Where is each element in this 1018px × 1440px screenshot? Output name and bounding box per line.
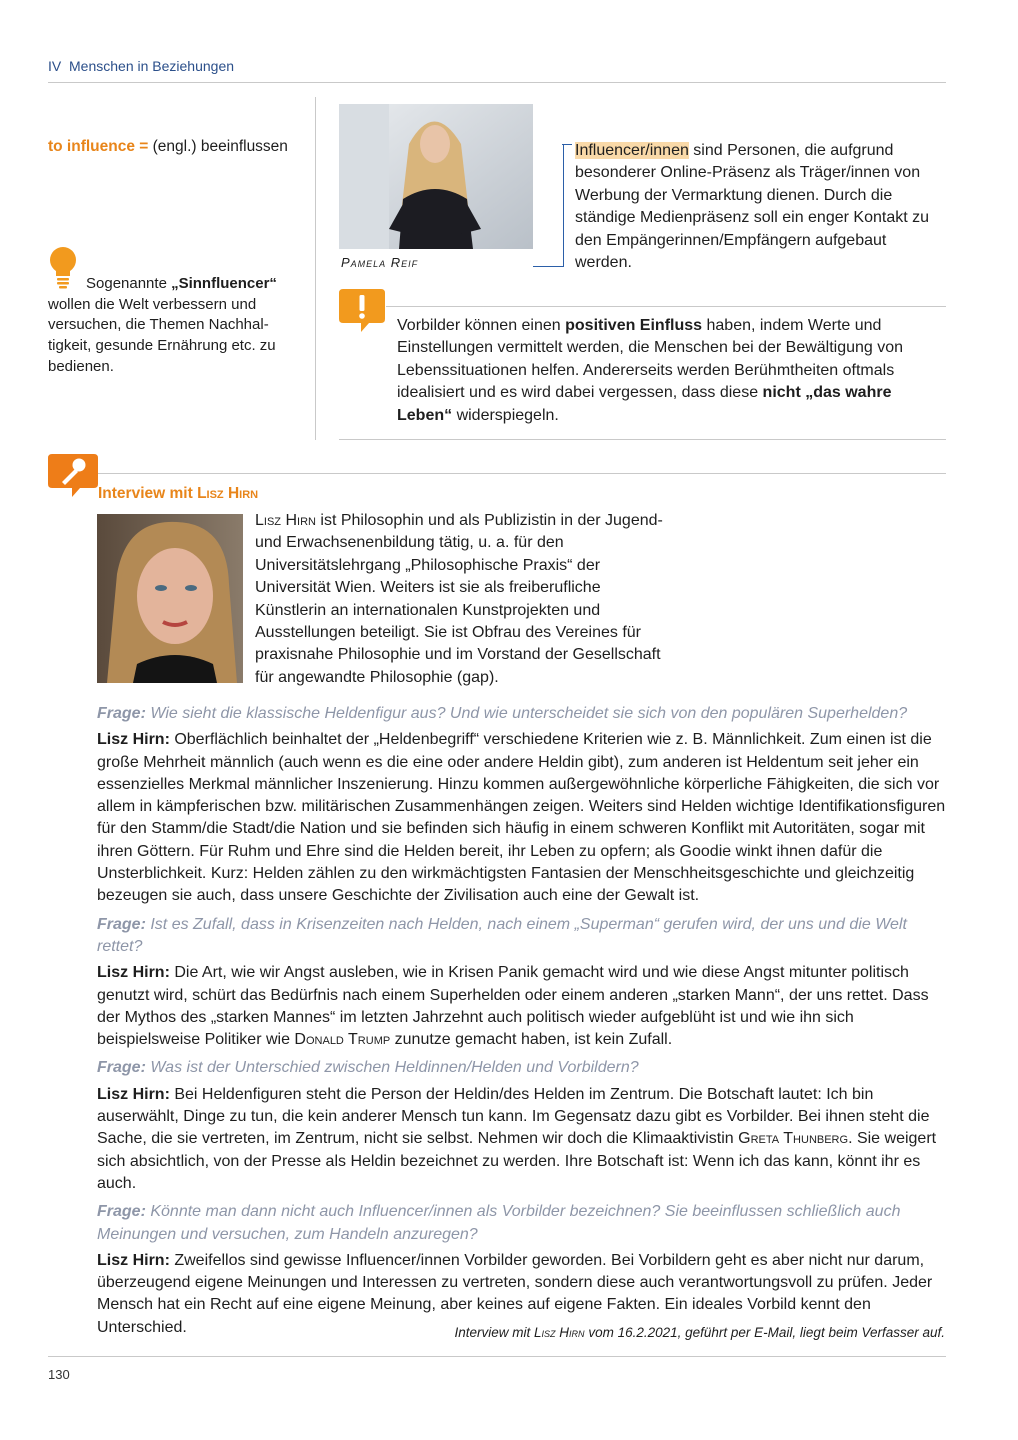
source-note: Interview mit Lisz Hirn vom 16.2.2021, geführt per E-Mail, liegt beim Verfasser auf.	[454, 1325, 945, 1340]
glossary-definition: (engl.) beeinflussen	[148, 138, 288, 155]
answer-3: Lisz Hirn: Bei Heldenfiguren steht die Person der Heldin/des Helden im Zentrum. Die Botschaft lautet: Ich bin auserwählt, Dinge zu tun, die kein anderer Mensch tun kann. Im Gegensatz dazu gibt es Vorbilder. Bei ihnen steht die Sache, die sie vertreten, im Zentrum, nicht sie selbst. Nehmen wir doch die Klimaaktivistin Greta Thunberg. Sie weigert sich absichtlich, von der Presse als Heldin bezeichnet zu werden. Ihre Botschaft ist: Wenn ich das kann, könnt ihr es auch.	[97, 1085, 937, 1192]
chapter-title: Menschen in Beziehungen	[69, 58, 235, 74]
photo-pamela-reif	[339, 104, 533, 249]
definition-text: Influencer/innen sind Personen, die aufgrund besonderer Online-Präsenz als Träger/innen von Werbung der Vermarktung dienen. Durch die ständige Medienpräsenz soll ein enger Kontakt zu den Empängerinnen/Empfängern aufgebaut werden.	[575, 142, 929, 272]
footer-rule	[48, 1356, 946, 1357]
glossary-entry	[48, 138, 288, 156]
note-top-rule	[386, 306, 946, 307]
microphone-bubble-icon	[48, 452, 98, 498]
page-number: 130	[48, 1367, 70, 1382]
definition-bracket-tick	[562, 144, 572, 145]
interview-heading: Interview mit Lisz Hirn	[98, 485, 259, 502]
bio-text: Lisz Hirn ist Philosophin und als Publizistin in der Jugend- und Erwachsenenbildung tätig, u. a. für den Universitätslehrgang „Philosophische Praxis“ der Universität Wien. Weiters ist sie als freiberufliche Künstlerin an internationalen Kunstprojekten und Ausstellungen beteiligt. Sie ist Obfrau des Vereines für praxisnahe Philosophie und im Vorstand der Gesellschaft für angewandte Philosophie (gap).	[255, 512, 663, 686]
definition-bracket	[533, 144, 564, 267]
definition-term: Influencer/innen	[575, 142, 689, 159]
running-header	[48, 58, 234, 74]
question-1: Frage: Wie sieht die klassische Heldenfigur aus? Und wie unterscheidet sie sich von den populären Superhelden?	[97, 705, 908, 722]
interview-qa	[97, 703, 947, 1345]
question-4: Frage: Könnte man dann nicht auch Influencer/innen als Vorbilder bezeichnen? Sie beeinflussen schließlich auch Meinungen und versuchen, zum Handeln anzuregen?	[97, 1203, 901, 1243]
note-text: Vorbilder können einen positiven Einfluss haben, indem Werte und Einstellungen vermittelt werden, die Menschen bei der Bewältigung von Lebenssituationen helfen. Andererseits werden Berühmtheiten oftmals idealisiert und es wird dabei vergessen, dass diese nicht „das wahre Leben“ widerspiegeln.	[397, 317, 904, 424]
exclamation-bubble-icon	[339, 287, 385, 333]
photo-lisz-hirn	[97, 514, 243, 683]
bio-name: Lisz Hirn	[255, 512, 316, 529]
tip-text: Sogenannte „Sinnfluencer“ wollen die Welt verbessern und versuchen, die Themen Nachhaltigkeit, gesunde Ernährung etc. zu bedienen.	[48, 275, 277, 375]
answer-2: Lisz Hirn: Die Art, wie wir Angst ausleben, wie in Krisen Panik gemacht wird und wie diese Angst mitunter politisch genutzt wird, schürt das Bedürfnis nach einem Superhelden oder einem anderen „starken Mann“, der uns rettet. Dass der Mythos des „starken Mannes“ im letzten Jahrzehnt auch politisch wieder aufgeblüht ist und wie ihn sich beispielsweise Politiker wie Donald Trump zunutze gemacht haben, ist kein Zufall.	[97, 964, 929, 1049]
answer-1: Lisz Hirn: Oberflächlich beinhaltet der „Heldenbegriff“ verschiedene Kriterien wie z. B. Männlichkeit. Zum einen ist die große Mehrheit männlich (auch wenn es die eine oder andere Heldin gibt), zum anderen ist Heldentum seit jeher ein essenzielles Merkmal männlicher Inszenierung. Hinzu kommen außergewöhnliche körperliche Fähigkeiten, die sich vor allem in kämpferischen bzw. militärischen Zusammenhängen zeigen. Weiters sind Helden wichtige Identifikationsfiguren für den Stamm/die Stadt/die Nation und sie befinden sich häufig in einem schweren Konflikt mit Autoritäten, sogar mit ihren Göttern. Für Ruhm und Ehre sind die Helden bereit, ihr Leben zu opfern; als Goodie winkt ihnen dafür die Unsterblichkeit. Kurz: Helden zählen zu den wirkmächtigsten Fantasien der Menschheitsgeschichte und gleichzeitig bezeugen sie auch, dass unsere Geschichte der Zivilisation auch eine der Gewalt ist.	[97, 731, 946, 905]
answer-4: Lisz Hirn: Zweifellos sind gewisse Influencer/innen Vorbilder geworden. Bei Vorbildern geht es aber nicht nur darum, überzeugend eigene Meinungen und Interessen zu vertreten, sondern diese auch verantwortungsvoll zu prüfen. Jeder Mensch hat ein Recht auf eine eigene Meinung, aber keines auf eigene Fakten. Ein ideales Vorbild kennt den Unterschied.	[97, 1251, 933, 1336]
glossary-term: to influence =	[48, 138, 149, 155]
question-3: Frage: Was ist der Unterschied zwischen Heldinnen/Helden und Vorbildern?	[97, 1059, 639, 1077]
note-bottom-rule	[339, 439, 946, 440]
photo-caption: Pamela Reif	[341, 255, 419, 270]
interview-top-rule	[98, 473, 946, 474]
interview-heading-name: Lisz Hirn	[197, 485, 259, 502]
column-divider	[315, 97, 316, 440]
tip-bold: „Sinnfluencer“	[171, 275, 277, 292]
chapter-number: IV	[48, 58, 62, 74]
header-rule	[48, 82, 946, 83]
question-2: Frage: Ist es Zufall, dass in Krisenzeiten nach Helden, nach einem „Superman“ gerufen wird, der uns und die Welt rettet?	[97, 915, 907, 955]
